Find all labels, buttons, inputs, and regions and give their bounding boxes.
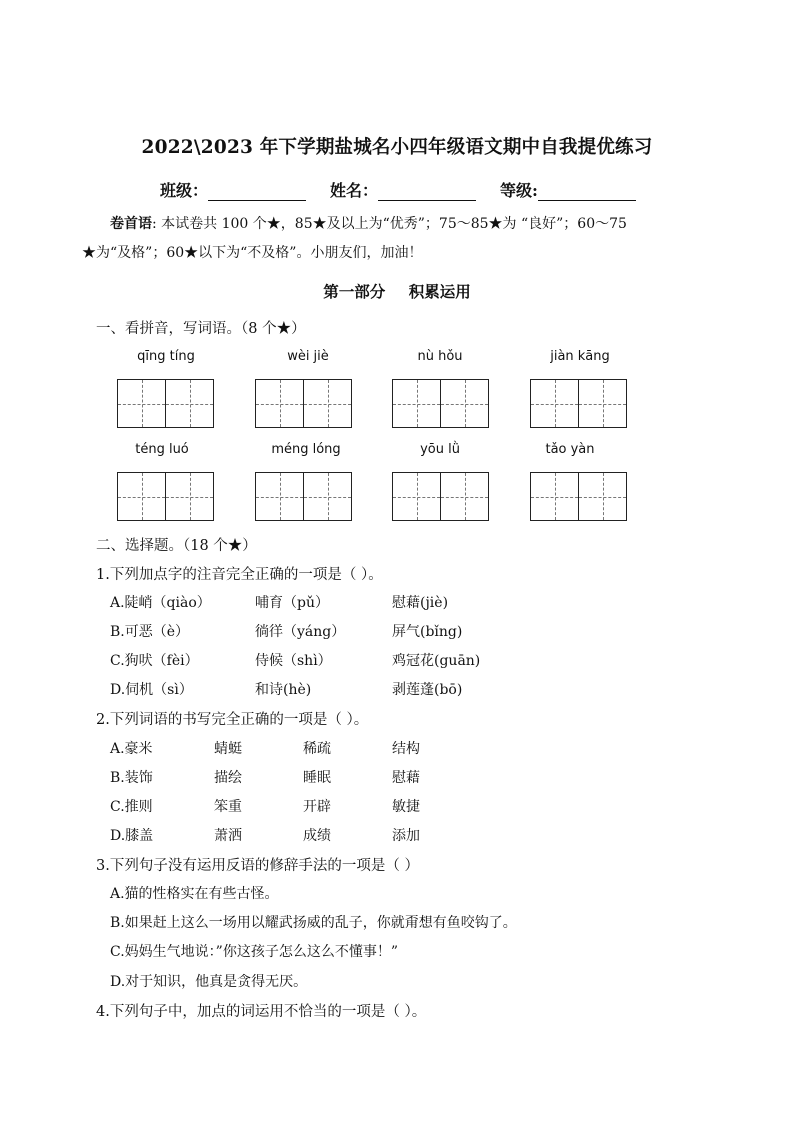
pinyin-label: méng lóng [271,442,341,457]
q1-option-c-2: 侍候（shì） [255,653,332,669]
question-4-stem: 4.下列句子中，加点的词运用不恰当的一项是（ ）。 [96,1004,427,1020]
q2-option-c-1[interactable]: C.推则 [110,799,153,815]
q1-option-a-1[interactable]: A.陡峭（qiào） [110,595,211,611]
q1-option-a-3: 慰藉(jiè) [392,595,449,611]
q1-option-c-1[interactable]: C.狗吠（fèi） [110,653,199,669]
q2-option-d-1[interactable]: D.膝盖 [110,828,154,844]
q3-option-d[interactable]: D.对于知识，他真是贪得无厌。 [110,974,308,990]
q1-option-b-3: 屏气(bǐng) [392,624,463,640]
q2-option-b-1[interactable]: B.装饰 [110,770,153,786]
question-2-stem: 2.下列词语的书写完全正确的一项是（ ）。 [96,712,369,728]
q2-option-a-1[interactable]: A.豪米 [110,741,153,757]
writing-grid[interactable] [117,472,214,521]
writing-grid[interactable] [392,472,489,521]
student-info-row [160,178,636,201]
pinyin-label: qīng tíng [137,349,195,364]
pinyin-label: jiàn kāng [550,349,610,364]
name-blank[interactable] [378,184,476,201]
q1-option-d-2: 和诗(hè) [255,682,312,698]
writing-grid[interactable] [117,379,214,428]
writing-grid[interactable] [255,472,352,521]
class-blank[interactable] [208,184,306,201]
q2-option-d-3: 成绩 [303,828,331,844]
q2-option-c-4: 敏捷 [392,799,420,815]
q2-option-a-3: 稀疏 [303,741,331,757]
q2-option-d-2: 萧洒 [214,828,242,844]
pinyin-label: yōu lǜ [420,442,460,457]
pinyin-label: nù hǒu [417,349,463,364]
question-3-stem: 3.下列句子没有运用反语的修辞手法的一项是（ ） [96,858,419,874]
preface-line2: ★为“及格”；60★以下为“不及格”。小朋友们，加油！ [82,245,423,261]
question-1-stem: 1.下列加点字的注音完全正确的一项是（ ）。 [96,567,383,583]
q2-option-b-2: 描绘 [214,770,242,786]
pinyin-label: tǎo yàn [545,442,595,457]
section1-heading: 一、看拼音，写词语。（8 个★） [96,321,306,337]
writing-grid[interactable] [392,379,489,428]
writing-grid[interactable] [530,379,627,428]
q2-option-c-2: 笨重 [214,799,242,815]
q3-option-b[interactable]: B.如果赶上这么一场用以耀武扬威的乱子，你就甭想有鱼咬钩了。 [110,915,517,931]
page-title: 2022\2023 年下学期盐城名小四年级语文期中自我提优练习 [141,137,653,158]
pinyin-label: wèi jiè [287,349,329,364]
part-heading: 第一部分 积累运用 [323,282,471,301]
q2-option-b-3: 睡眠 [303,770,331,786]
q2-option-c-3: 开辟 [303,799,331,815]
q3-option-c[interactable]: C.妈妈生气地说：”你这孩子怎么这么不懂事！” [110,944,398,960]
pinyin-label: téng luó [135,442,189,457]
grade-blank[interactable] [538,184,636,201]
q2-option-a-4: 结构 [392,741,420,757]
q3-option-a[interactable]: A.猫的性格实在有些古怪。 [110,886,279,902]
q1-option-d-1[interactable]: D.伺机（sì） [110,682,193,698]
q2-option-b-4: 慰藉 [392,770,420,786]
grade-label: 等级: [500,181,538,200]
q2-option-d-4: 添加 [392,828,420,844]
section2-heading: 二、选择题。（18 个★） [96,538,257,554]
q2-option-a-2: 蜻蜓 [214,741,242,757]
writing-grid[interactable] [255,379,352,428]
q1-option-c-3: 鸡冠花(guān) [392,653,481,669]
q1-option-b-2: 徜徉（yáng） [255,624,346,640]
q1-option-d-3: 剥莲蓬(bō) [392,682,463,698]
q1-option-a-2: 哺育（pǔ） [255,595,329,611]
writing-grid[interactable] [530,472,627,521]
q1-option-b-1[interactable]: B.可恶（è） [110,624,190,640]
name-label: 姓名： [330,181,379,200]
preface [82,210,726,268]
preface-line1: : 本试卷共 100 个★，85★及以上为“优秀”；75～85★为 “良好”；60～75 [152,216,627,232]
class-label: 班级： [160,181,209,200]
preface-lead: 卷首语 [110,216,152,232]
